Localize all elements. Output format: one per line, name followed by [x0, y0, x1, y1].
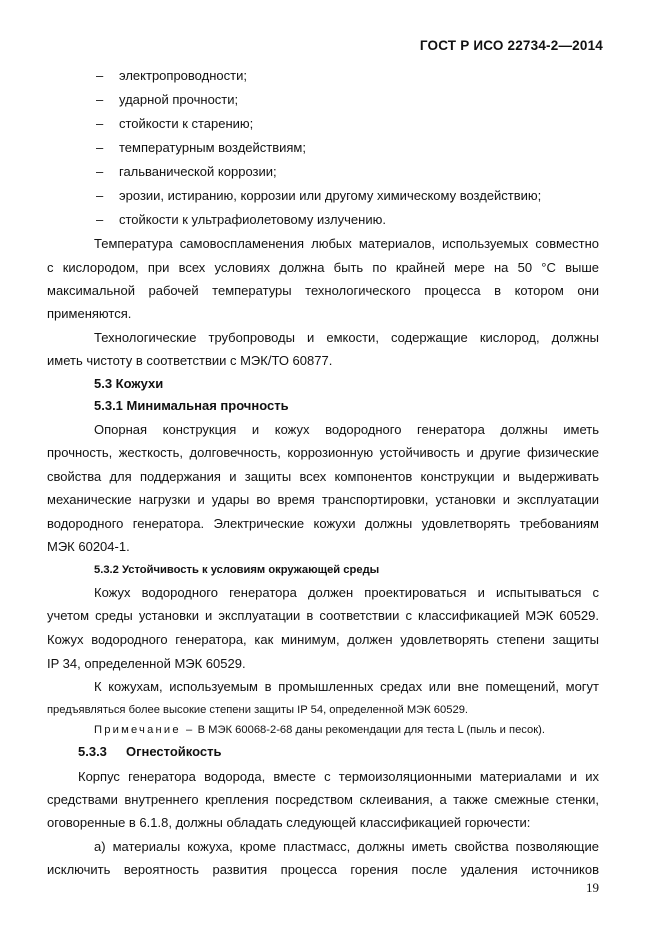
document-page: ГОСТ Р ИСО 22734-2—2014 – электропроводности; – ударной прочности; – стойкости к старению; – температурным воздействиям; – гальванической коррозии; – эрозии, истиранию, коррозии или другому химическому воздействию; – стойкости к ультрафиолетовому излучению. Температура самовоспламенения любых материалов, используемых совместно с кислородом, при всех условиях должна быть по крайней мере на 50 °С выше максимальной рабочей температуры технологического процесса в котором они применяются. Технологические трубопроводы и емкости, содержащие кислород, должны иметь чистоту в соответствии с МЭК/ТО 60877. 5.3 Кожухи 5.3.1 Минимальная прочность Опорная конструкция и кожух водородного генератора должны иметь прочность, жесткость, долговечность, коррозионную устойчивость и другие физические свойства для поддержания и защиты всех компонентов конструкции и выдерживать механические нагрузки и удары во время транспортировки, установки и эксплуатации водородного генератора. Электрические кожухи должны удовлетворять требованиям МЭК 60204-1. 5.3.2 Устойчивость к условиям окружающей среды Кожух водородного генератора должен проектироваться и испытываться с учетом среды установки и эксплуатации в соответствии с классификацией МЭК 60529. Кожух водородного генератора, как минимум, должен удовлетворять степени защиты IP 34, определенной МЭК 60529. К кожухам, используемым в промышленных средах или вне помещений, могут предъявляться более высокие степени защиты IP 54, определенной МЭК 60529. Примечание – В МЭК 60068-2-68 даны рекомендации для теста L (пыль и песок). 5.3.3 Огнестойкость Корпус генератора водорода, вместе с термоизоляционными материалами и их средствами внутреннего крепления посредством склеивания, а также смежные стенки, оговоренные в 6.1.8, должны обладать следующей классификацией горючести: а) материалы кожуха, кроме пластмасс, должны иметь свойства позволяющие исключить вероятность развития процесса горения после удаления источников 19: [0, 0, 661, 936]
note-label: Примечание –: [94, 724, 195, 736]
dash-marker: –: [96, 116, 104, 131]
dash-marker: –: [96, 92, 104, 107]
paragraph-line: исключить вероятность развития процесса горения после удаления источников: [47, 862, 599, 877]
paragraph-line: свойства для поддержания и защиты всех компонентов конструкции и выдерживать: [47, 469, 599, 484]
paragraph-line: предъявляться более высокие степени защиты IP 54, определенной МЭК 60529.: [47, 704, 469, 716]
paragraph-line: Температура самовоспламенения любых материалов, используемых совместно: [94, 236, 599, 251]
subsection-heading: 5.3.1 Минимальная прочность: [94, 398, 289, 413]
dash-marker: –: [96, 68, 104, 83]
paragraph-line: максимальной рабочей температуры технологического процесса в котором они: [47, 283, 599, 298]
paragraph-line: МЭК 60204-1.: [47, 539, 130, 554]
paragraph-line: IP 34, определенной МЭК 60529.: [47, 656, 246, 671]
dash-marker: –: [96, 212, 104, 227]
page-number: 19: [586, 880, 599, 895]
standard-header: ГОСТ Р ИСО 22734-2—2014: [419, 38, 603, 53]
paragraph-line: водородного генератора. Электрические кожухи должны удовлетворять требованиям: [47, 516, 599, 531]
paragraph-line: Корпус генератора водорода, вместе с термоизоляционными материалами и их: [78, 769, 599, 784]
dash-marker: –: [96, 164, 104, 179]
note: [94, 722, 599, 738]
paragraph-line: Кожух водородного генератора должен проектироваться и испытываться с: [94, 585, 599, 600]
note-text: В МЭК 60068-2-68 даны рекомендации для теста L (пыль и песок).: [197, 724, 545, 736]
paragraph-line: оговоренные в 6.1.8, должны обладать следующей классификацией горючести:: [47, 815, 531, 830]
paragraph-line: иметь чистоту в соответствии с МЭК/ТО 60877.: [47, 353, 333, 368]
subsection-number: 5.3.3: [78, 744, 107, 759]
dash-marker: –: [96, 188, 104, 203]
paragraph-line: прочность, жесткость, долговечность, коррозионную устойчивость и другие физические: [47, 445, 599, 460]
paragraph-line: Технологические трубопроводы и емкости, содержащие кислород, должны: [94, 330, 599, 345]
subsection-heading: 5.3.2 Устойчивость к условиям окружающей среды: [94, 564, 380, 576]
section-heading: 5.3 Кожухи: [94, 376, 164, 391]
subsection-heading: [78, 744, 630, 760]
paragraph-line: Кожух водородного генератора, как минимум, должен удовлетворять степени защиты: [47, 632, 599, 647]
paragraph-line: учетом среды установки и эксплуатации в соответствии с классификацией МЭК 60529.: [47, 608, 599, 623]
paragraph-line: а) материалы кожуха, кроме пластмасс, должны иметь свойства позволяющие: [94, 839, 599, 854]
subsection-title: Огнестойкость: [126, 744, 222, 759]
paragraph-line: средствами внутреннего крепления посредством склеивания, а также смежные стенки,: [47, 792, 599, 807]
paragraph-line: применяются.: [47, 306, 132, 321]
paragraph-line: механические нагрузки и удары во время транспортировки, установки и эксплуатации: [47, 492, 599, 507]
dash-marker: –: [96, 140, 104, 155]
paragraph-line: с кислородом, при всех условиях должна быть по крайней мере на 50 °С выше: [47, 260, 599, 275]
paragraph-line: К кожухам, используемым в промышленных средах или вне помещений, могут: [94, 679, 599, 694]
paragraph-line: Опорная конструкция и кожух водородного генератора должны иметь: [94, 422, 599, 437]
